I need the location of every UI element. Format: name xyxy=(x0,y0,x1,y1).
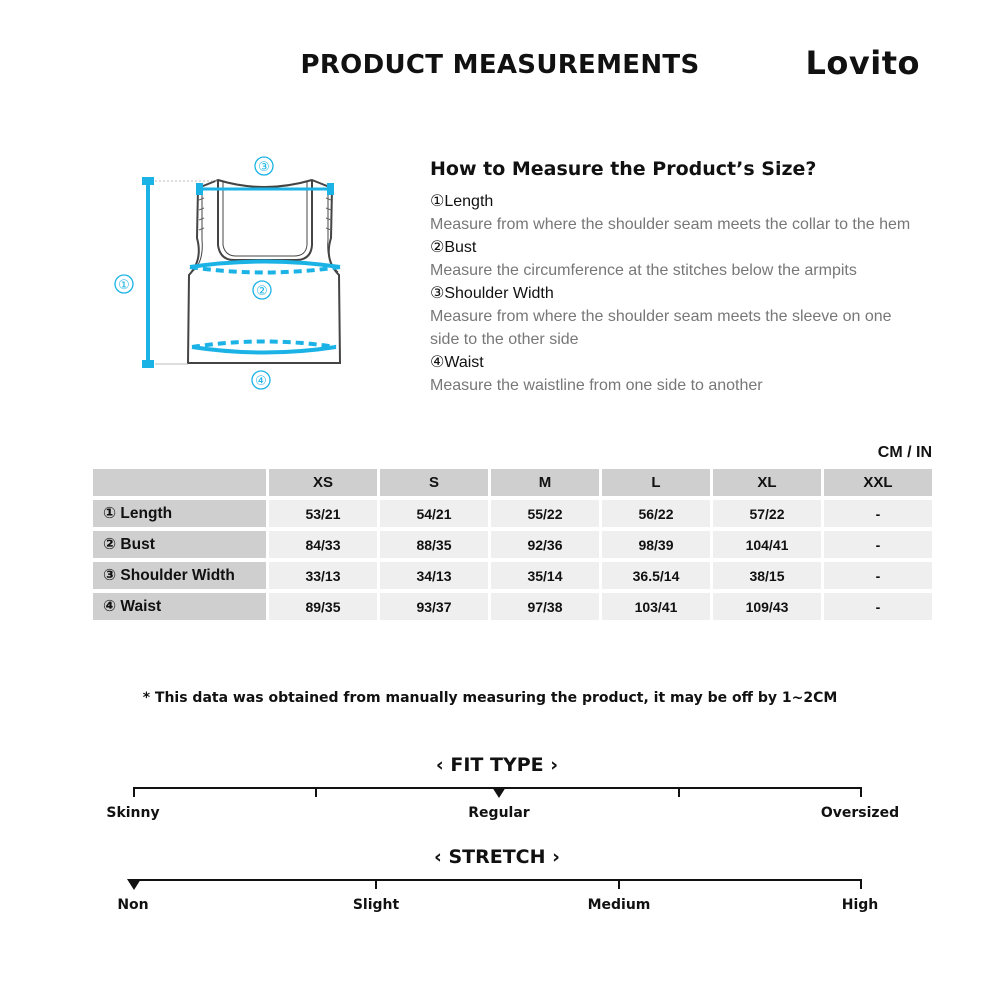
fit-type-tick xyxy=(678,787,680,797)
bust-name: ②Bust xyxy=(430,239,477,256)
tank-top-illustration xyxy=(100,150,360,400)
stretch-selected-marker xyxy=(127,879,141,890)
row-label-length: ① Length xyxy=(93,500,266,527)
marker-bust: ② xyxy=(256,284,268,299)
length-description: Measure from where the shoulder seam meets the collar to the hem xyxy=(430,216,911,233)
fit-type-title: ‹ FIT TYPE › xyxy=(435,754,559,776)
shoulder-width-description-cont: side to the other side xyxy=(430,331,579,348)
row-label-bust: ② Bust xyxy=(93,531,266,558)
marker-shoulder: ③ xyxy=(258,160,270,175)
table-header-row xyxy=(93,469,932,496)
stretch-scale-line xyxy=(133,879,862,881)
waist-description: Measure the waistline from one side to another xyxy=(430,377,763,394)
fit-type-label-skinny: Skinny xyxy=(106,805,160,821)
table-cell: 84/33 xyxy=(269,531,377,558)
fit-type-tick xyxy=(133,787,135,797)
fit-type-selected-marker xyxy=(492,787,506,798)
fit-type-tick xyxy=(860,787,862,797)
measure-instructions xyxy=(430,158,960,397)
table-cell: - xyxy=(824,562,932,589)
instructions-title: How to Measure the Product’s Size? xyxy=(430,158,817,180)
table-cell: 89/35 xyxy=(269,593,377,620)
table-cell: 93/37 xyxy=(380,593,488,620)
unit-label: CM / IN xyxy=(877,444,932,461)
stretch-scale xyxy=(133,879,863,919)
length-name: ①Length xyxy=(430,193,494,210)
fit-type-tick xyxy=(315,787,317,797)
table-row xyxy=(93,531,932,558)
size-header: XL xyxy=(713,469,821,496)
table-cell: 57/22 xyxy=(713,500,821,527)
table-cell: 98/39 xyxy=(602,531,710,558)
table-row xyxy=(93,500,932,527)
measurement-note: * This data was obtained from manually measuring the product, it may be off by 1~2CM xyxy=(142,690,838,706)
stretch-tick xyxy=(618,879,620,889)
size-header: S xyxy=(380,469,488,496)
table-cell: 88/35 xyxy=(380,531,488,558)
marker-waist: ④ xyxy=(255,374,267,389)
table-cell: 103/41 xyxy=(602,593,710,620)
garment-diagram xyxy=(100,150,360,400)
table-row xyxy=(93,593,932,620)
row-label-shoulder-width: ③ Shoulder Width xyxy=(93,562,266,589)
size-header: XXL xyxy=(824,469,932,496)
stretch-tick xyxy=(860,879,862,889)
table-cell: 38/15 xyxy=(713,562,821,589)
shoulder-width-description: Measure from where the shoulder seam meets the sleeve on one xyxy=(430,308,892,325)
table-cell: 55/22 xyxy=(491,500,599,527)
length-indicator xyxy=(142,177,154,368)
fit-type-label-oversized: Oversized xyxy=(820,805,900,821)
table-corner xyxy=(93,469,266,496)
bust-description: Measure the circumference at the stitches below the armpits xyxy=(430,262,857,279)
stretch-label-slight: Slight xyxy=(352,897,400,913)
table-cell: - xyxy=(824,593,932,620)
stretch-tick xyxy=(375,879,377,889)
stretch-label-medium: Medium xyxy=(587,897,651,913)
size-header: M xyxy=(491,469,599,496)
marker-length: ① xyxy=(118,278,130,293)
table-cell: 53/21 xyxy=(269,500,377,527)
table-cell: 56/22 xyxy=(602,500,710,527)
shoulder-width-name: ③Shoulder Width xyxy=(430,285,554,302)
table-cell: - xyxy=(824,500,932,527)
table-cell: 34/13 xyxy=(380,562,488,589)
table-cell: 109/43 xyxy=(713,593,821,620)
table-cell: - xyxy=(824,531,932,558)
size-header: L xyxy=(602,469,710,496)
table-cell: 54/21 xyxy=(380,500,488,527)
table-row xyxy=(93,562,932,589)
fit-type-label-regular: Regular xyxy=(468,805,530,821)
waist-name: ④Waist xyxy=(430,354,484,371)
page-title: PRODUCT MEASUREMENTS xyxy=(300,50,700,80)
table-cell: 33/13 xyxy=(269,562,377,589)
stretch-title: ‹ STRETCH › xyxy=(434,846,560,868)
stretch-label-non: Non xyxy=(117,897,149,913)
table-cell: 104/41 xyxy=(713,531,821,558)
row-label-waist: ④ Waist xyxy=(93,593,266,620)
table-cell: 92/36 xyxy=(491,531,599,558)
table-cell: 97/38 xyxy=(491,593,599,620)
size-table xyxy=(90,465,935,624)
size-header: XS xyxy=(269,469,377,496)
table-cell: 36.5/14 xyxy=(602,562,710,589)
table-cell: 35/14 xyxy=(491,562,599,589)
stretch-label-high: High xyxy=(841,897,879,913)
brand-logo: Lovito xyxy=(805,44,920,82)
